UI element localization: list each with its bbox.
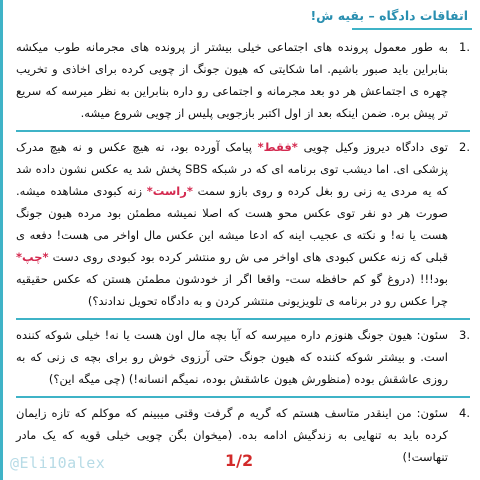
page-title: اتفاقات دادگاه – بقیه ش! (310, 8, 468, 23)
list-item (16, 324, 470, 390)
watermark-handle: @Eli10alex (10, 454, 106, 472)
page-number: 1/2 (225, 451, 254, 470)
list-item (16, 36, 470, 124)
item-number: 3. (459, 328, 470, 342)
item-number: 4. (459, 406, 470, 420)
item-divider (16, 318, 470, 320)
item-text-part: بود!!! (دروغ گو کم حافظه ست- واقعا اگر از خودشون مطمئن هستن که عکس حقیقیه چرا عکس رو در برنامه ی تلویزیونی منتشر کردن و به دادگاه تحویل ندادند؟) (16, 272, 448, 308)
item-text: به طور معمول پرونده های اجتماعی خیلی بیشتر از پرونده های مجرمانه طوب میکشه بنابراین باید صبور باشیم. اما شکایتی که هیون جونگ از چویی کرده برای اخاذی و تخریب چهره ی اجتماعش هر دو بعد مجرمانه و اجتماعی رو داره بنابراین به نظر میرسه که سریع تر پیش بره. ضمن اینکه بعد از اول اکتبر بازجویی پلیس از چویی شروع میشه. (16, 40, 448, 120)
item-text: سئون: من اینقدر متاسف هستم که گریه م گرفت وقتی میبینم که موکلم که تازه زایمان کرده باید به تنهایی به زندگیش ادامه بده. (میخوان بگن چویی خیلی قویه که یک مادر تنهاست!) (16, 406, 448, 464)
item-text-part: پیامک آورده بود، نه هیچ عکس و نه هیچ مدرک پزشکی ای. اما دیشب توی برنامه ای که در شبکه SBS پخش شد یه عکس نشون داده شد که یه مردی یه زنی رو بغل کرده و روی بازو سمت (16, 140, 448, 198)
title-underline (352, 28, 472, 30)
highlight-text: *راست* (146, 184, 193, 198)
item-text: سئون: هیون جونگ هنوزم داره میپرسه که آیا بچه مال اون هست یا نه! خیلی شوکه کننده است. و بیشتر شوکه کننده که هیون جونگ حتی آرزوی خوش رو برای بچه ی زنی که به روزی عاشقش بوده (منظورش هیون عاشقش بوده، نمیگم انسانه!) (چی میگه این؟) (16, 328, 448, 386)
item-text-part: زنه کبودی مشاهده میشه. صورت هر دو نفر توی عکس محو هست که اصلا نمیشه مطمئن بود مرده هیون جونگ هست یا نه! و نکته ی عجیب اینه که ادعا میشه این عکس مال اواخر می هست! دفعه ی قبلی که زنه عکس کبودی های اواخر می ش رو منتشر کرده بود کبودی روی دست (16, 184, 448, 264)
item-text-part: توی دادگاه دیروز وکیل چویی (297, 140, 448, 154)
highlight-text: *چپ* (16, 250, 49, 264)
highlight-text: *فقط* (257, 140, 298, 154)
item-divider (16, 396, 470, 398)
item-number: 2. (459, 140, 470, 154)
item-divider (16, 130, 470, 132)
item-number: 1. (459, 40, 470, 54)
list-item (16, 136, 470, 312)
content (16, 36, 470, 474)
item-text (16, 136, 448, 312)
